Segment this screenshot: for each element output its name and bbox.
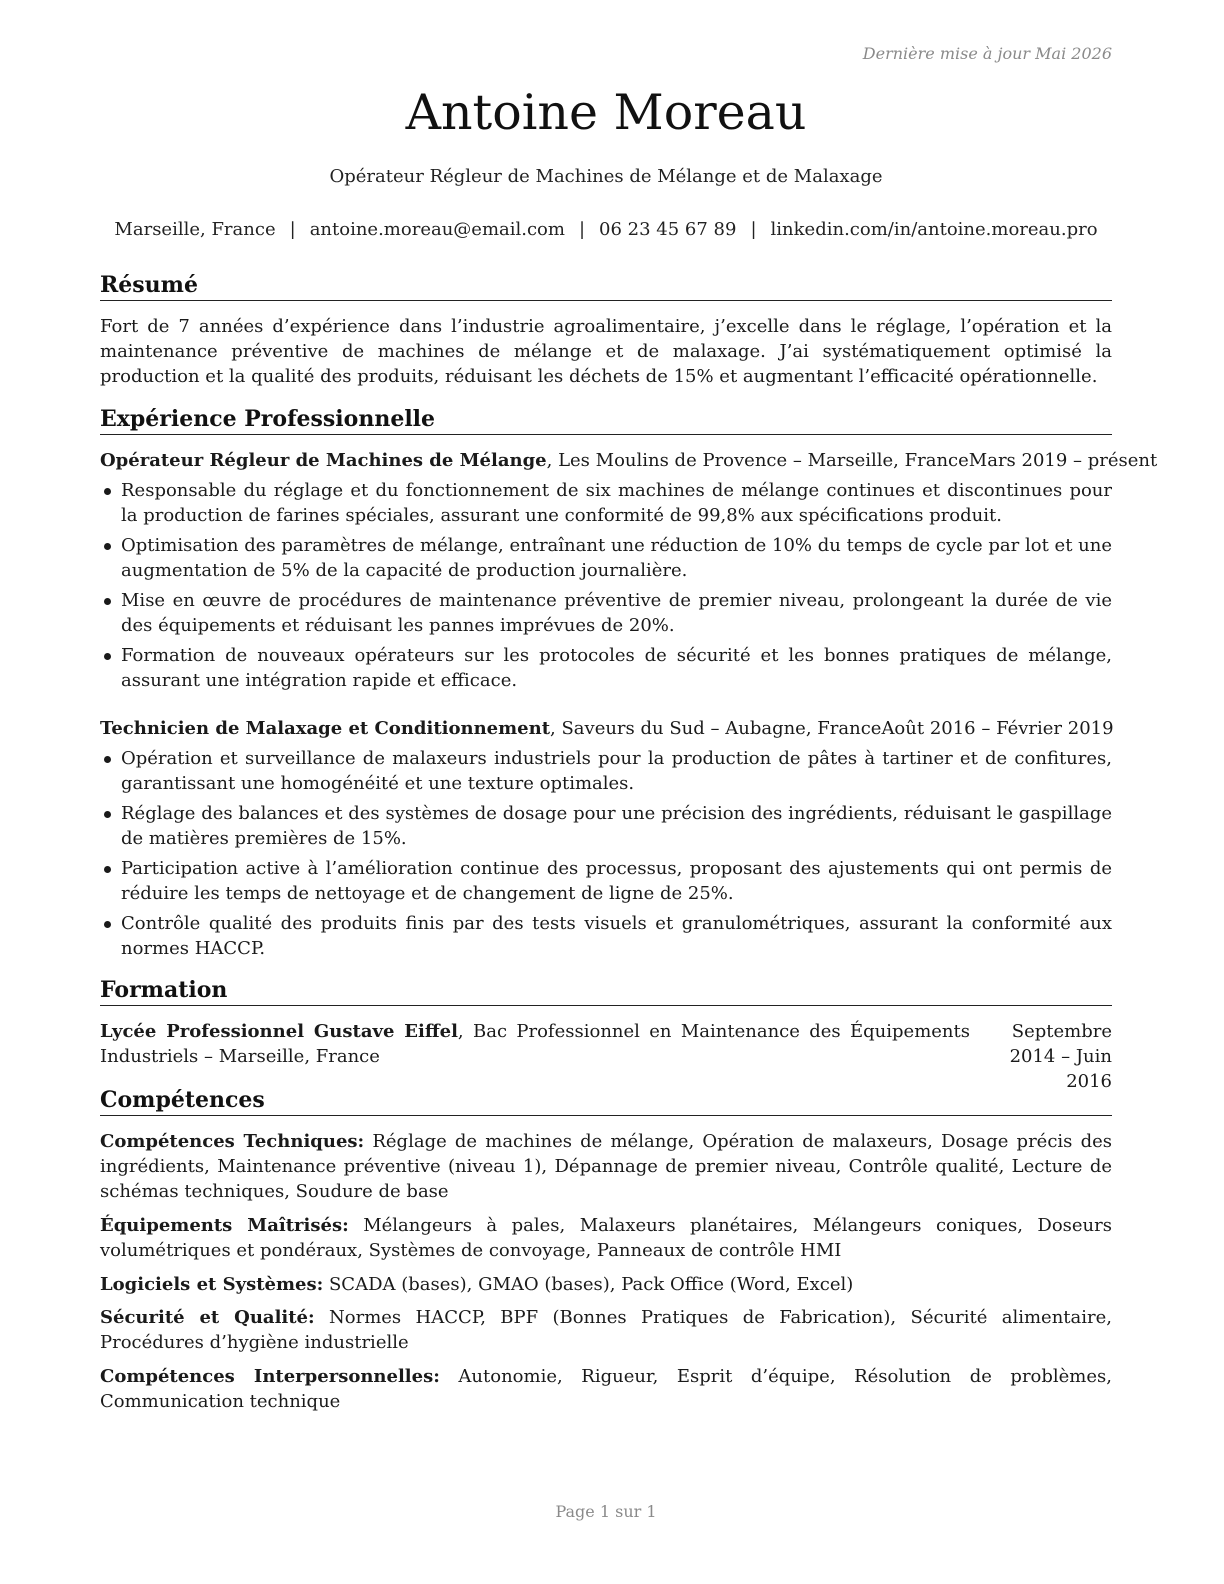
job-dates: Mars 2019 – présent xyxy=(968,450,1158,471)
job-role-company xyxy=(100,448,969,473)
page-number: Page 1 sur 1 xyxy=(555,1502,657,1521)
contact-location: Marseille, France xyxy=(114,219,276,240)
skill-label: Équipements Maîtrisés: xyxy=(100,1215,349,1236)
skill-text: Mélangeurs à pales, Malaxeurs planétaires, Mélangeurs coniques, Doseurs volumétriques et pondéraux, Systèmes de convoyage, Panneaux de contrôle HMI xyxy=(100,1215,1112,1261)
section-title-summary: Résumé xyxy=(100,271,1112,301)
job-company: , Les Moulins de Provence – Marseille, France xyxy=(546,450,969,471)
job-role: Opérateur Régleur de Machines de Mélange xyxy=(100,450,547,471)
summary-text: Fort de 7 années d’expérience dans l’industrie agroalimentaire, j’excelle dans le réglage, l’opération et la maintenance préventive de machines de mélange et de malaxage. J’ai systématiquement optimisé la production et la qualité des produits, réduisant les déchets de 15% et augmentant l’efficacité opérationnelle. xyxy=(100,316,1112,387)
candidate-name: Antoine Moreau xyxy=(405,84,807,141)
bullet-icon xyxy=(104,488,111,495)
section-title-experience: Expérience Professionnelle xyxy=(100,405,1112,435)
skill-group xyxy=(100,1129,1112,1204)
skill-text: Normes HACCP, BPF (Bonnes Pratiques de Fabrication), Sécurité alimentaire, Procédures d’hygiène industrielle xyxy=(100,1307,1112,1353)
job-role-company xyxy=(100,716,881,741)
bullet-icon xyxy=(104,543,111,550)
bullet-icon xyxy=(104,653,111,660)
contact-separator: | xyxy=(289,219,296,240)
job-header xyxy=(100,448,1158,473)
job-bullets xyxy=(100,478,1112,698)
contact-separator: | xyxy=(578,219,586,240)
bullet-icon xyxy=(104,756,111,763)
skill-label: Logiciels et Systèmes: xyxy=(100,1274,324,1295)
list-item: Responsable du réglage et du fonctionnement de six machines de mélange continues et discontinues pour la production de farines spéciales, assurant une conformité de 99,8% aux spécifications produit. xyxy=(100,478,1112,528)
education-entry xyxy=(100,1019,1112,1094)
contact-linkedin[interactable]: linkedin.com/in/antoine.moreau.pro xyxy=(770,219,1098,240)
list-item: Mise en œuvre de procédures de maintenance préventive de premier niveau, prolongeant la durée de vie des équipements et réduisant les pannes imprévues de 20%. xyxy=(100,588,1112,638)
job-company: , Saveurs du Sud – Aubagne, France xyxy=(550,718,882,739)
job-title: Opérateur Régleur de Machines de Mélange et de Malaxage xyxy=(329,166,883,187)
education-details xyxy=(100,1019,970,1094)
bullet-icon xyxy=(104,598,111,605)
job-header xyxy=(100,716,1112,741)
list-item: Optimisation des paramètres de mélange, entraînant une réduction de 10% du temps de cycle par lot et une augmentation de 5% de la capacité de production journalière. xyxy=(100,533,1112,583)
list-item: Opération et surveillance de malaxeurs industriels pour la production de pâtes à tartiner et de confitures, garantissant une homogénéité et une texture optimales. xyxy=(100,746,1112,796)
list-item: Participation active à l’amélioration continue des processus, proposant des ajustements qui ont permis de réduire les temps de nettoyage et de changement de ligne de 25%. xyxy=(100,856,1112,906)
skill-text: Réglage de machines de mélange, Opération de malaxeurs, Dosage précis des ingrédients, Maintenance préventive (niveau 1), Dépannage de premier niveau, Contrôle qualité, Lecture de schémas techniques, Soudure de base xyxy=(100,1131,1112,1202)
job-role: Technicien de Malaxage et Conditionnement xyxy=(100,718,551,739)
bullet-icon xyxy=(104,866,111,873)
contact-email[interactable]: antoine.moreau@email.com xyxy=(309,219,565,240)
skill-label: Sécurité et Qualité: xyxy=(100,1307,315,1328)
bullet-icon xyxy=(104,921,111,928)
list-item: Réglage des balances et des systèmes de dosage pour une précision des ingrédients, réduisant le gaspillage de matières premières de 15%. xyxy=(100,801,1112,851)
skill-group xyxy=(100,1213,1112,1263)
contact-phone: 06 23 45 67 89 xyxy=(599,219,737,240)
section-title-skills: Compétences xyxy=(100,1086,1112,1116)
list-item: Contrôle qualité des produits finis par des tests visuels et granulométriques, assurant la conformité aux normes HACCP. xyxy=(100,911,1112,961)
skill-text: SCADA (bases), GMAO (bases), Pack Office (Word, Excel) xyxy=(323,1274,854,1295)
last-updated: Dernière mise à jour Mai 2026 xyxy=(862,44,1112,63)
skill-label: Compétences Techniques: xyxy=(100,1131,365,1152)
contact-separator: | xyxy=(750,219,757,240)
education-dates: Septembre 2014 – Juin 2016 xyxy=(1009,1021,1112,1092)
skill-label: Compétences Interpersonnelles: xyxy=(100,1366,440,1387)
contact-line xyxy=(100,219,1112,240)
list-item: Formation de nouveaux opérateurs sur les protocoles de sécurité et les bonnes pratiques de mélange, assurant une intégration rapide et efficace. xyxy=(100,643,1112,693)
bullet-icon xyxy=(104,811,111,818)
job-bullets xyxy=(100,746,1112,966)
section-title-education: Formation xyxy=(100,976,1112,1006)
skill-group xyxy=(100,1305,1112,1355)
job-dates: Août 2016 – Février 2019 xyxy=(881,718,1114,739)
skill-group xyxy=(100,1364,1112,1414)
skill-group xyxy=(100,1272,1112,1297)
education-school: Lycée Professionnel Gustave Eiffel xyxy=(100,1021,458,1042)
skill-text: Autonomie, Rigueur, Esprit d’équipe, Résolution de problèmes, Communication technique xyxy=(100,1366,1112,1412)
education-degree: , Bac Professionnel en Maintenance des Équipements Industriels – Marseille, France xyxy=(100,1021,970,1067)
